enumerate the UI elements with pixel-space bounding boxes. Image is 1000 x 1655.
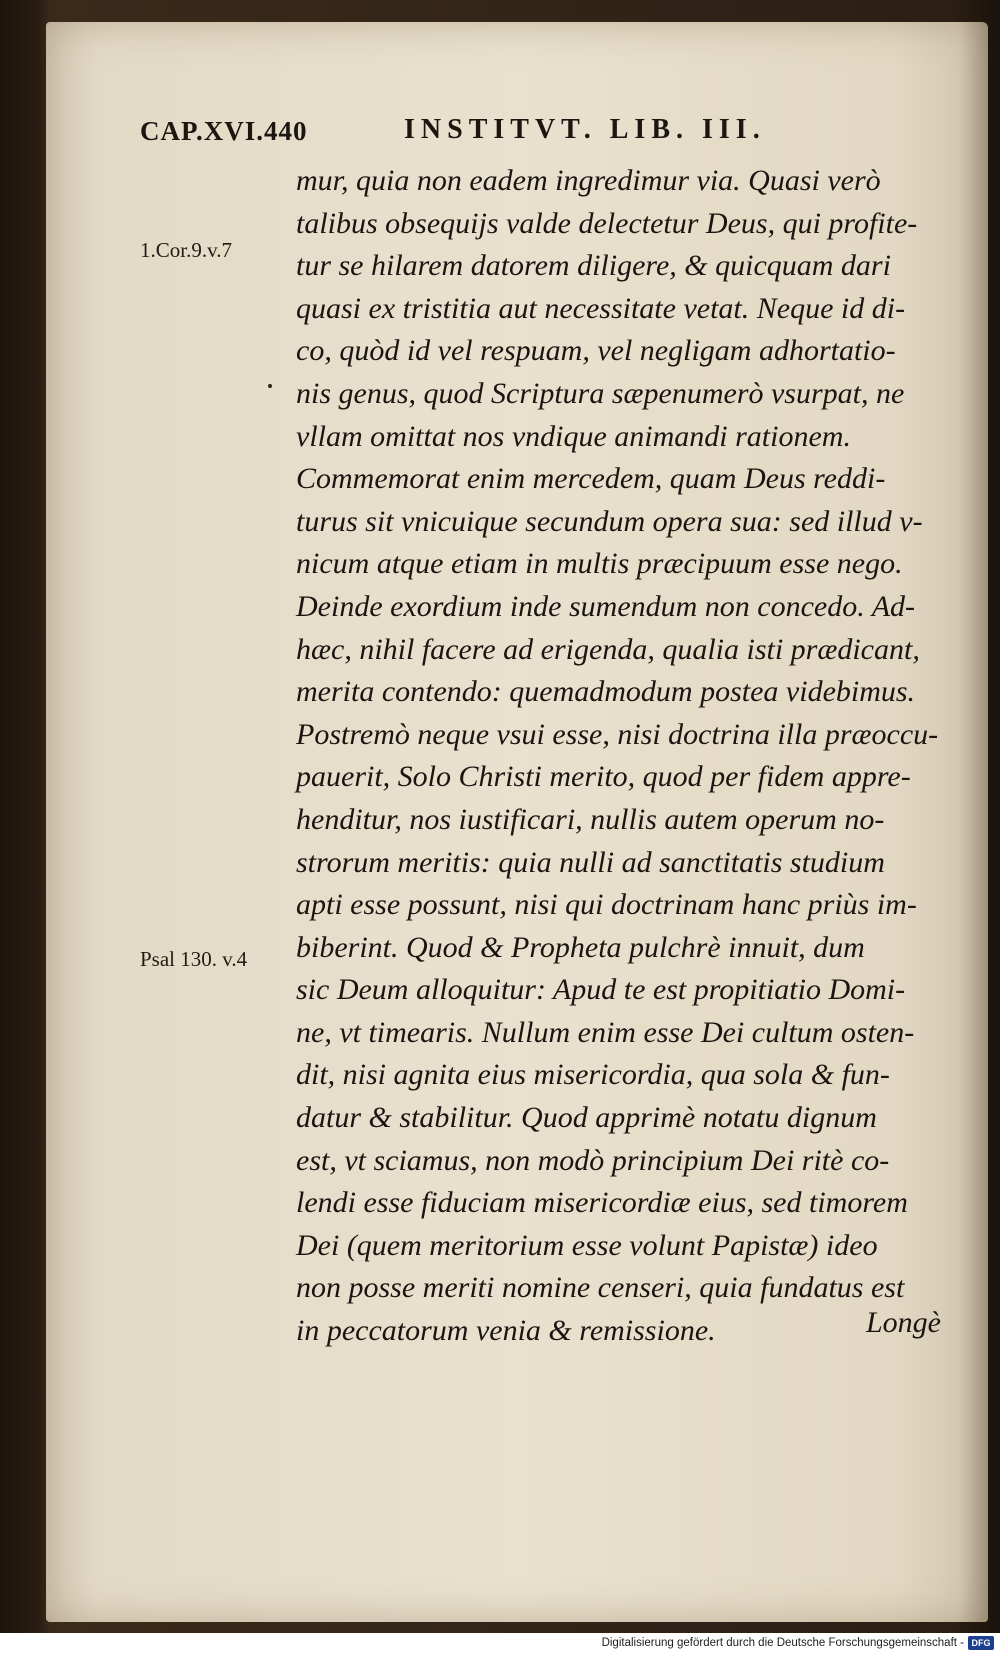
text-line: nis genus, quod Scriptura sæpenumerò vsurpat, ne: [296, 376, 905, 410]
text-line: talibus obsequijs valde delectetur Deus, qui profite-: [296, 206, 918, 240]
footer-bar: [0, 1633, 1000, 1655]
text-line: Deinde exordium inde sumendum non concedo. Ad-: [296, 589, 916, 623]
text-line: quasi ex tristitia aut necessitate vetat. Neque id di-: [296, 291, 906, 325]
text-line: tur se hilarem datorem diligere, & quicquam dari: [296, 249, 891, 283]
chapter-page-number: CAP.XVI.440: [140, 116, 308, 146]
text-line: non posse meriti nomine censeri, quia fundatus est: [296, 1271, 905, 1305]
text-line: sic Deum alloquitur: Apud te est propitiatio Domi-: [296, 973, 906, 1007]
text-line: datur & stabilitur. Quod apprimè notatu dignum: [296, 1101, 877, 1135]
margin-reference-psalm: Psal 130. v.4: [140, 947, 248, 971]
text-line: turus sit vnicuique secundum opera sua: sed illud v-: [296, 504, 923, 538]
margin-reference-corinthians: 1.Cor.9.v.7: [140, 238, 232, 262]
text-line: biberint. Quod & Propheta pulchrè innuit, dum: [296, 930, 865, 964]
funding-credit: Digitalisierung gefördert durch die Deutsche Forschungsgemeinschaft -: [601, 1637, 964, 1649]
binding-shadow: [960, 22, 988, 1622]
text-line: merita contendo: quemadmodum postea videbimus.: [296, 675, 916, 709]
text-line: henditur, nos iustificari, nullis autem operum no-: [296, 802, 885, 836]
ink-mark: [268, 384, 272, 388]
text-line: lendi esse fiduciam misericordiæ eius, sed timorem: [296, 1186, 908, 1220]
catchword: Longè: [866, 1306, 941, 1339]
text-line: Dei (quem meritorium esse volunt Papistæ) ideo: [296, 1228, 878, 1262]
text-line: ne, vt timearis. Nullum enim esse Dei cultum osten-: [296, 1015, 915, 1049]
dfg-logo-icon: DFG: [968, 1636, 994, 1650]
running-title: INSTITVT. LIB. III.: [404, 114, 766, 145]
text-line: Commemorat enim mercedem, quam Deus reddi-: [296, 462, 886, 496]
text-line: strorum meritis: quia nulli ad sanctitatis studium: [296, 845, 885, 879]
text-line: hæc, nihil facere ad erigenda, qualia isti prædicant,: [296, 632, 920, 666]
text-line: Postremò neque vsui esse, nisi doctrina illa præoccu-: [296, 717, 939, 751]
text-line: co, quòd id vel respuam, vel negligam adhortatio-: [296, 334, 896, 368]
text-line: dit, nisi agnita eius misericordia, qua sola & fun-: [296, 1058, 890, 1092]
text-line: apti esse possunt, nisi qui doctrinam hanc priùs im-: [296, 888, 917, 922]
body-text: [296, 160, 946, 1353]
text-line: in peccatorum venia & remissione.: [296, 1314, 716, 1348]
text-line: nicum atque etiam in multis præcipuum esse nego.: [296, 547, 903, 581]
text-line: pauerit, Solo Christi merito, quod per fidem appre-: [296, 760, 911, 794]
running-header: [92, 116, 812, 156]
text-line: mur, quia non eadem ingredimur via. Quasi verò: [296, 164, 881, 197]
text-line: vllam omittat nos vndique animandi rationem.: [296, 419, 851, 453]
text-line: est, vt sciamus, non modò principium Dei ritè co-: [296, 1143, 890, 1177]
